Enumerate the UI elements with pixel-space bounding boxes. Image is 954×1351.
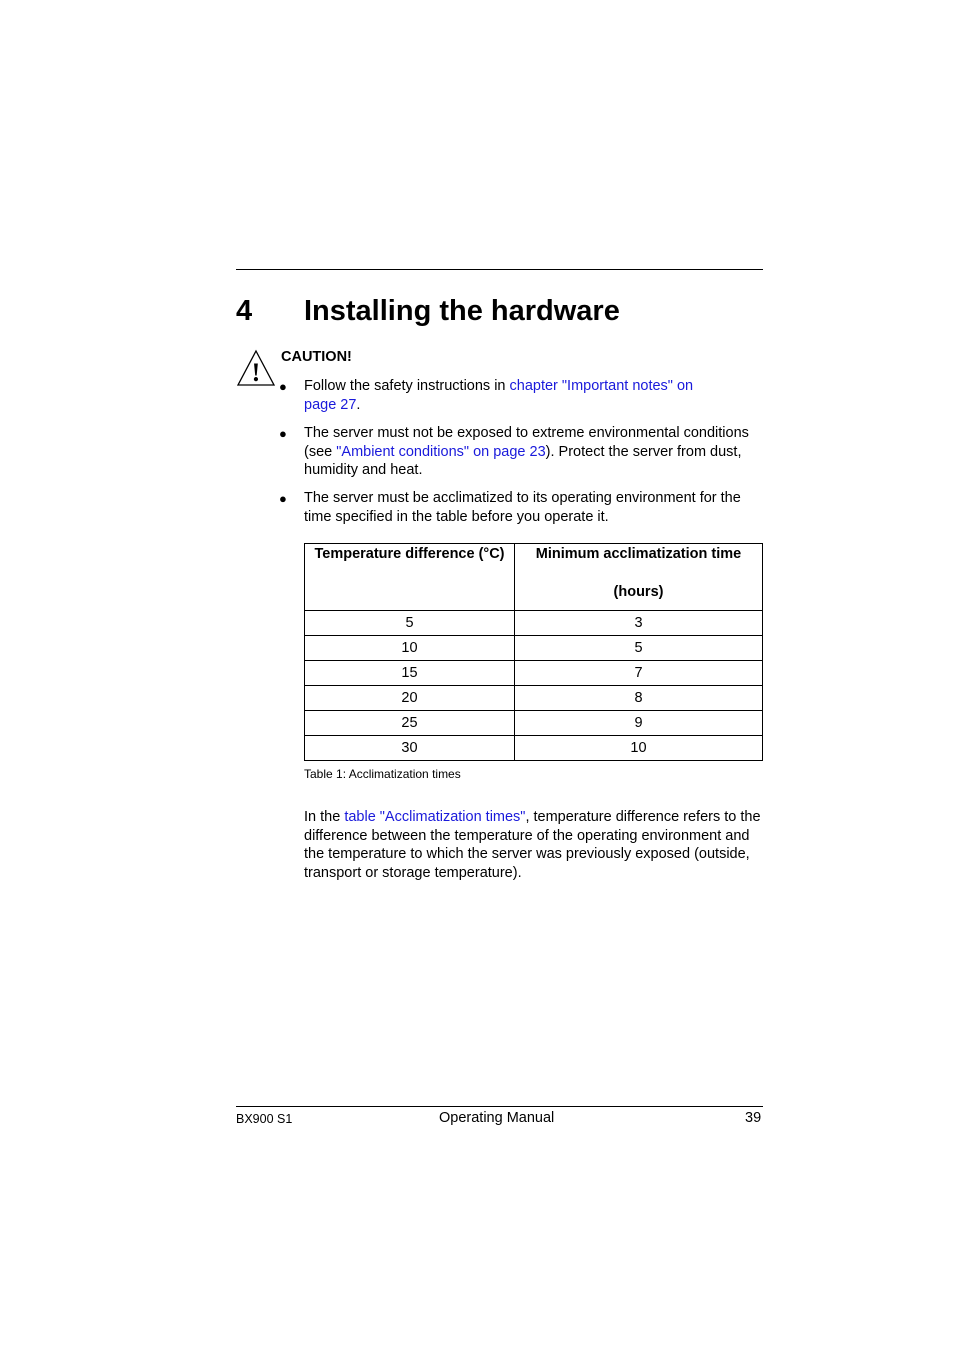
table-row xyxy=(305,636,763,661)
cell-temperature: 30 xyxy=(305,736,515,761)
table-row xyxy=(305,661,763,686)
cell-hours: 3 xyxy=(515,611,763,636)
bullet-dot-icon: ● xyxy=(279,379,287,394)
chapter-title: Installing the hardware xyxy=(304,295,620,327)
header-hours-unit: (hours) xyxy=(613,584,664,600)
footer-product: BX900 S1 xyxy=(236,1112,293,1126)
cell-temperature: 25 xyxy=(305,711,515,736)
caution-item-2: The server must not be exposed to extreme environmental conditions (see "Ambient conditions" on page 23). Protect the server from dust, humidity and heat. xyxy=(304,425,749,478)
footer-manual-title: Operating Manual xyxy=(439,1110,555,1126)
link-ambient-conditions[interactable]: "Ambient conditions" on page 23 xyxy=(336,443,546,460)
table-header-row xyxy=(305,544,763,611)
header-temperature-difference: Temperature difference (°C) xyxy=(305,544,515,611)
table-row xyxy=(305,686,763,711)
chapter-number: 4 xyxy=(236,295,253,327)
top-rule xyxy=(236,269,763,270)
body-paragraph: In the table "Acclimatization times", temperature difference refers to the difference between the temperature of the operating environment and the temperature to which the server was previously exposed (outside, transport or storage temperature). xyxy=(304,809,761,881)
svg-text:!: ! xyxy=(251,358,261,387)
link-important-notes[interactable]: chapter "Important notes" on page 27 xyxy=(304,378,694,413)
cell-hours: 7 xyxy=(515,661,763,686)
table-row xyxy=(305,736,763,761)
caution-item-3: The server must be acclimatized to its operating environment for the time specified in the table before you operate it. xyxy=(304,490,741,525)
bullet-dot-icon: ● xyxy=(279,491,287,506)
cell-temperature: 20 xyxy=(305,686,515,711)
cell-hours: 8 xyxy=(515,686,763,711)
bullet-dot-icon: ● xyxy=(279,426,287,441)
caution-label: CAUTION! xyxy=(281,349,352,365)
table-row xyxy=(305,611,763,636)
table-row xyxy=(305,711,763,736)
cell-temperature: 10 xyxy=(305,636,515,661)
cell-temperature: 15 xyxy=(305,661,515,686)
caution-item-1: Follow the safety instructions in chapter "Important notes" on page 27. xyxy=(304,378,694,413)
footer-rule xyxy=(236,1106,763,1107)
warning-triangle-icon xyxy=(236,349,276,387)
cell-hours: 10 xyxy=(515,736,763,761)
table-caption: Table 1: Acclimatization times xyxy=(304,767,461,781)
cell-hours: 5 xyxy=(515,636,763,661)
acclimatization-table xyxy=(304,543,763,761)
cell-hours: 9 xyxy=(515,711,763,736)
page-number: 39 xyxy=(745,1110,762,1126)
cell-temperature: 5 xyxy=(305,611,515,636)
header-min-acclimatization-time: Minimum acclimatization time (hours) xyxy=(515,544,763,611)
link-acclimatization-table[interactable]: table "Acclimatization times" xyxy=(344,809,526,825)
